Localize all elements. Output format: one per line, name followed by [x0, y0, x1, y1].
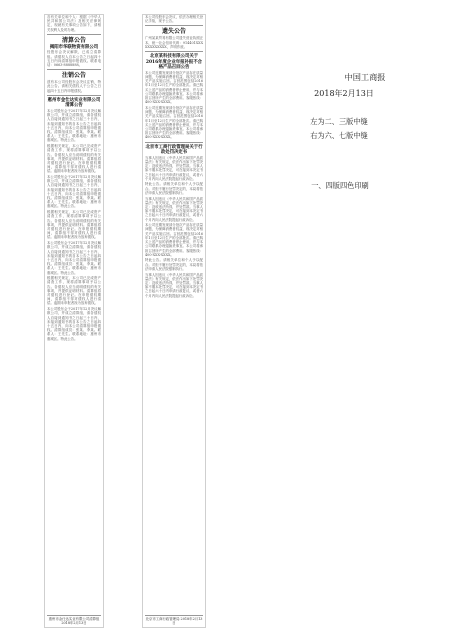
notice-body: 根据相关规定，本公司已完成资产清查工作，现将清算事项予以公告。各债权人应当说明债权的有关事项，并提供证明材料。清算组将对债权进行登记。在申报债权期间，清算组不得对债权人进行清偿。逾期未申报者视为放弃债权。 — [47, 144, 101, 174]
notice-body: 本公司股东会于2017年12月决议解散公司，并成立清算组，请各债权人自接到通知书之日起三十日内，未接到通知书的自本公告之日起四十五日内，向本公司清算组申报债权。清算组成员：张某、李某。联系人：王先生。联系地址：惠州市惠城区。特此公告。 — [47, 307, 101, 341]
divider — [47, 34, 101, 35]
notice-body: 经股东会决议解散，已成立清算组。请债权人自本公告之日起四十五日内向清算组申报债权。联系电话：0663-8888888。 — [47, 50, 101, 68]
notice-heading: 北京某科技有限公司关于2016年度企业年报补报不合格产品召回公告 — [145, 54, 203, 71]
notice-body: 本公司股东会于2017年12月决议解散公司，并成立清算组，请各债权人自接到通知书之日起三十日内，未接到通知书的自本公告之日起四十五日内，向本公司清算组申报债权。清算组成员：张某、李某。联系人：王先生。联系地址：惠州市惠城区。特此公告。 — [47, 109, 101, 143]
notice-body: 本公司近期发现部分批次产品存在质量问题，为保障消费者权益，现决定对相关产品实施召回。召回范围包括2016年1月至12月生产的全部批次。请已购买上述产品的消费者停止使用，并与本公司联系办理退换货事宜。本公司将承担召回所产生的全部费用。客服热线：400-XXX-XXXX。 — [145, 105, 203, 140]
column-intro: 本公司经股东会决议，依法办理相关登记手续，现予公告。 — [145, 15, 203, 24]
print-note: 一、四版四色印刷 — [311, 181, 369, 190]
notice-body: 特此公告。请相关单位和个人予以配合。对拒不履行处罚决定的，本局将依法申请人民法院强制执行。 — [145, 258, 203, 271]
notice-heading: 北京市工商行政管理局关于行政处罚决定书 — [145, 144, 203, 156]
notice-body: 当事人因违反《中华人民共和国产品质量法》有关规定，依法作出如下处罚决定：没收违法所得，并处罚款。当事人如不服本处罚决定，可在接到本决定书之日起六十日内申请行政复议，或者六个月内向人民法院提起行政诉讼。 — [145, 155, 203, 181]
column-footer: 北京市工商行政管理局 2018年2月13日 — [145, 616, 203, 625]
newspaper-name: 中国工商报 — [344, 72, 386, 82]
notice-heading: 遗失公告 — [161, 28, 186, 36]
notice-body: 特此公告。请相关单位和个人予以配合。对拒不履行处罚决定的，本局将依法申请人民法院强制执行。 — [145, 182, 203, 195]
notice-body: 根据相关规定，本公司已完成资产清查工作，现将清算事项予以公告。各债权人应当说明债权的有关事项，并提供证明材料。清算组将对债权进行登记。在申报债权期间，清算组不得对债权人进行清偿。逾期未申报者视为放弃债权。 — [47, 210, 101, 240]
divider — [47, 69, 101, 70]
gutter-note-left: 左为二、三版中缝 — [310, 117, 368, 126]
notice-body: 本公司股东会于2017年12月决议解散公司，并成立清算组，请各债权人自接到通知书之日起三十日内，未接到通知书的自本公告之日起四十五日内，向本公司清算组申报债权。清算组成员：张某、李某。联系人：王先生。联系地址：惠州市惠城区。特此公告。 — [47, 175, 101, 209]
gutter-column-right — [142, 14, 206, 628]
notice-body: 当事人因违反《中华人民共和国产品质量法》有关规定，依法作出如下处罚决定：没收违法所得，并处罚款。当事人如不服本处罚决定，可在接到本决定书之日起六十日内申请行政复议，或者六个月内向人民法院提起行政诉讼。 — [145, 196, 203, 222]
gutter-note-right: 右为六、七版中缝 — [310, 131, 368, 140]
notice-body: 当事人因违反《中华人民共和国产品质量法》有关规定，依法作出如下处罚决定：没收违法所得，并处罚款。当事人如不服本处罚决定，可在接到本决定书之日起六十日内申请行政复议，或者六个月内向人民法院提起行政诉讼。 — [145, 272, 203, 298]
divider — [145, 51, 203, 52]
issue-date: 2018年2月13日 — [314, 89, 374, 98]
notice-heading: 注销公告 — [61, 72, 86, 80]
notice-body: 广州某某贸易有限公司遗失营业执照正本，统一社会信用代码：914401XXXXXXXXXXXX，声明作废。 — [145, 36, 203, 49]
column-intro: 各有关单位和个人：根据《中华人民共和国公司法》及相关法律规定，现就有关事项公告如下，请相关权利人及时办理。 — [47, 15, 101, 32]
notice-heading: 惠州市金仕达实业有限公司清算公告 — [47, 97, 101, 109]
notice-body: 本公司股东会于2017年12月决议解散公司，并成立清算组，请各债权人自接到通知书之日起三十日内，未接到通知书的自本公告之日起四十五日内，向本公司清算组申报债权。清算组成员：张某、李某。联系人：王先生。联系地址：惠州市惠城区。特此公告。 — [47, 241, 101, 275]
notice-body: 本公司近期发现部分批次产品存在质量问题，为保障消费者权益，现决定对相关产品实施召回。召回范围包括2016年1月至12月生产的全部批次。请已购买上述产品的消费者停止使用，并与本公司联系办理退换货事宜。本公司将承担召回所产生的全部费用。客服热线：400-XXX-XXXX。 — [145, 70, 203, 105]
divider — [145, 142, 203, 143]
notice-body: 兹有本公司经股东会决议注销，特此公告。请相关债权人于公告之日起四十五日内申报债权。 — [47, 80, 101, 93]
divider — [47, 95, 101, 96]
column-footer: 惠州市金仕达实业有限公司清算组 2018年2月13日 — [48, 616, 100, 625]
notice-heading: 清算公告 — [61, 36, 86, 44]
company-name: 揭阳市华联物资有限公司 — [49, 44, 99, 50]
notice-body: 根据相关规定，本公司已完成资产清查工作，现将清算事项予以公告。各债权人应当说明债权的有关事项，并提供证明材料。清算组将对债权进行登记。在申报债权期间，清算组不得对债权人进行清偿。逾期未申报者视为放弃债权。 — [47, 276, 101, 306]
divider — [145, 25, 203, 26]
gutter-column-left — [44, 14, 104, 628]
notice-body: 本公司近期发现部分批次产品存在质量问题，为保障消费者权益，现决定对相关产品实施召回。召回范围包括2016年1月至12月生产的全部批次。请已购买上述产品的消费者停止使用，并与本公司联系办理退换货事宜。本公司将承担召回所产生的全部费用。客服热线：400-XXX-XXXX。 — [145, 223, 203, 257]
